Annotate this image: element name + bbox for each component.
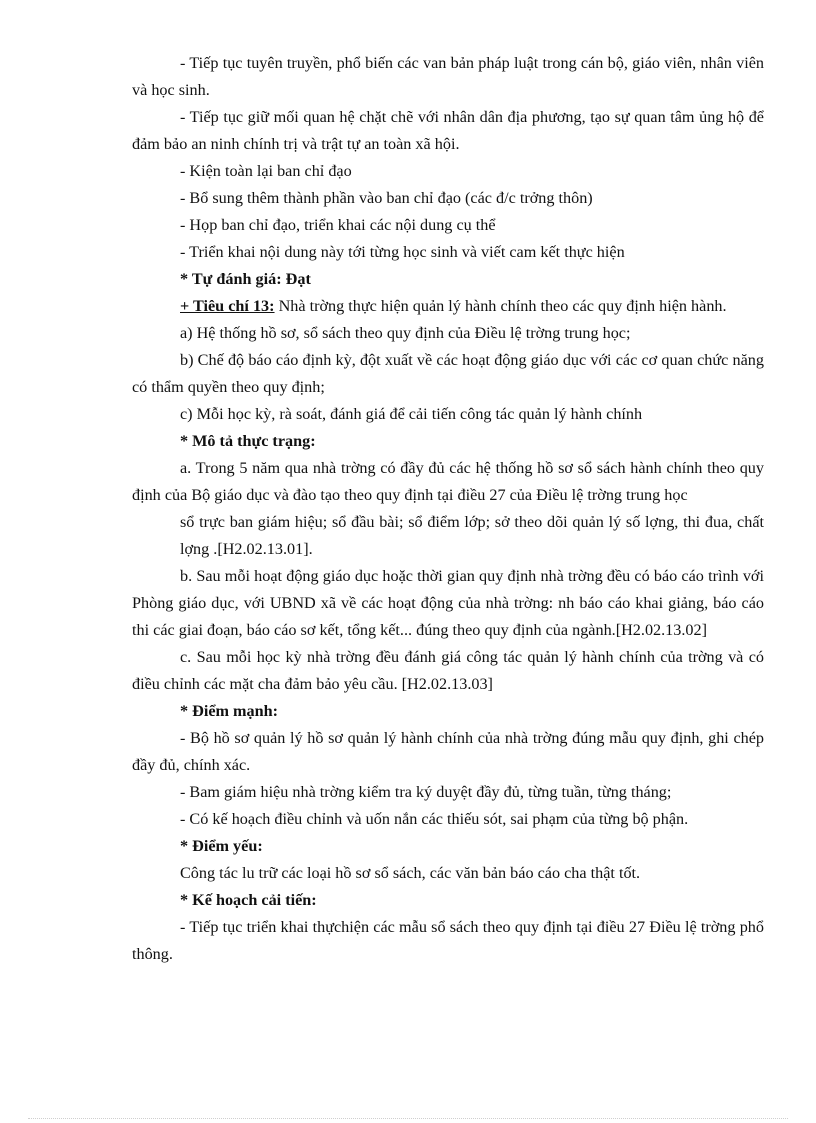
status-a-continued: sổ trực ban giám hiệu; sổ đầu bài; sổ điểm lớp; sở theo dõi quản lý số lợng, thi đua, chất lợng .[H2.02.13.01].: [180, 513, 764, 558]
criterion-text: Nhà trờng thực hiện quản lý hành chính theo các quy định hiện hành.: [274, 297, 727, 315]
paragraph-meeting: - Họp ban chỉ đạo, triển khai các nội dung cụ thể: [180, 216, 496, 234]
paragraph-steering-board: - Kiện toàn lại ban chỉ đạo: [180, 162, 352, 180]
criterion-item-c: c) Mỗi học kỳ, rà soát, đánh giá để cải tiến công tác quản lý hành chính: [180, 405, 643, 423]
plan-text: - Tiếp tục triển khai thựchiện các mẫu sổ sách theo quy định tại điều 27 Điều lệ trờng phổ thông.: [132, 918, 764, 963]
weakness-heading: * Điểm yếu:: [180, 837, 263, 855]
criterion-item-a: a) Hệ thống hồ sơ, sổ sách theo quy định của Điều lệ trờng trung học;: [180, 324, 631, 342]
paragraph-commitment: - Triển khai nội dung này tới từng học sinh và viết cam kết thực hiện: [180, 243, 625, 261]
paragraph-add-members: - Bổ sung thêm thành phần vào ban chỉ đạo (các đ/c trởng thôn): [180, 189, 593, 207]
criterion-label: + Tiêu chí 13:: [180, 297, 275, 315]
status-a: a. Trong 5 năm qua nhà trờng có đầy đủ các hệ thống hồ sơ sổ sách hành chính theo quy định của Bộ giáo dục và đào tạo theo quy định tại điều 27 của Điều lệ trờng trung học: [132, 459, 764, 504]
status-heading: * Mô tả thực trạng:: [180, 432, 316, 450]
strength-item: - Có kế hoạch điều chỉnh và uốn nắn các thiếu sót, sai phạm của từng bộ phận.: [180, 810, 689, 828]
paragraph-local-relations: - Tiếp tục giữ mối quan hệ chặt chẽ với nhân dân địa phương, tạo sự quan tâm ủng hộ để đảm bảo an ninh chính trị và trật tự an toàn xã hội.: [132, 108, 764, 153]
strength-item: - Bộ hồ sơ quản lý hồ sơ quản lý hành chính của nhà trờng đúng mẫu quy định, ghi chép đầy đủ, chính xác.: [132, 729, 764, 774]
page-bottom-divider: [28, 1118, 788, 1119]
weakness-text: Công tác lu trữ các loại hồ sơ sổ sách, các văn bản báo cáo cha thật tốt.: [180, 864, 641, 882]
strength-item: - Bam giám hiệu nhà trờng kiểm tra ký duyệt đầy đủ, từng tuần, từng tháng;: [180, 783, 672, 801]
status-c: c. Sau mỗi học kỳ nhà trờng đều đánh giá công tác quản lý hành chính của trờng và có điều chỉnh các mặt cha đảm bảo yêu cầu. [H2.02.13.03]: [132, 648, 764, 693]
self-evaluation-heading: * Tự đánh giá: Đạt: [180, 270, 311, 288]
criterion-item-b: b) Chế độ báo cáo định kỳ, đột xuất về các hoạt động giáo dục với các cơ quan chức năng có thẩm quyền theo quy định;: [132, 351, 764, 396]
document-page: [132, 50, 764, 968]
status-b: b. Sau mỗi hoạt động giáo dục hoặc thời gian quy định nhà trờng đều có báo cáo trình với Phòng giáo dục, với UBND xã về các hoạt động của nhà trờng: nh báo cáo khai giảng, báo cáo thi các giai đoạn, báo cáo sơ kết, tổng kết... đúng theo quy định của ngành.[H2.02.13.02]: [132, 567, 764, 639]
strengths-heading: * Điểm mạnh:: [180, 702, 279, 720]
criterion-13: [132, 293, 764, 320]
plan-heading: * Kế hoạch cải tiến:: [180, 891, 317, 909]
paragraph-propaganda: - Tiếp tục tuyên truyền, phổ biến các van bản pháp luật trong cán bộ, giáo viên, nhân viên và học sinh.: [132, 54, 764, 99]
